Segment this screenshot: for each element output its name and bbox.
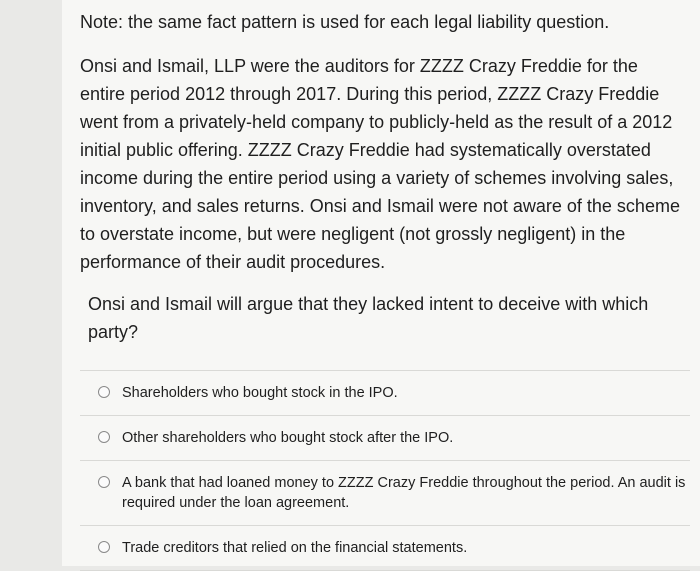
radio-button[interactable]	[98, 476, 110, 488]
answer-option-label: Shareholders who bought stock in the IPO.	[122, 385, 398, 401]
question-text: Onsi and Ismail will argue that they lacked intent to deceive with which party?	[88, 294, 649, 342]
radio-button[interactable]	[98, 431, 110, 443]
answer-option-3[interactable]	[80, 460, 690, 525]
answer-option-label: A bank that had loaned money to ZZZZ Crazy Freddie throughout the period. An audit is required under the loan agreement.	[122, 475, 686, 511]
radio-button[interactable]	[98, 541, 110, 553]
answer-option-4[interactable]	[80, 525, 690, 571]
answer-option-label: Other shareholders who bought stock after the IPO.	[122, 430, 454, 446]
radio-button[interactable]	[98, 386, 110, 398]
answer-option-label: Trade creditors that relied on the financial statements.	[122, 540, 468, 556]
fact-pattern-text: Onsi and Ismail, LLP were the auditors for ZZZZ Crazy Freddie for the entire period 2012 through 2017. During this period, ZZZZ Crazy Freddie went from a privately-held company to publicly-held as the result of a 2012 initial public offering. ZZZZ Crazy Freddie had systematically overstated income during the entire period using a variety of schemes involving sales, inventory, and sales returns. Onsi and Ismail were not aware of the scheme to overstate income, but were negligent (not grossly negligent) in the performance of their audit procedures.	[80, 56, 680, 272]
question-content	[80, 8, 680, 346]
note-text: Note: the same fact pattern is used for each legal liability question.	[80, 12, 610, 32]
answer-option-2[interactable]	[80, 415, 690, 460]
answer-options	[80, 370, 690, 571]
answer-option-1[interactable]	[80, 370, 690, 415]
